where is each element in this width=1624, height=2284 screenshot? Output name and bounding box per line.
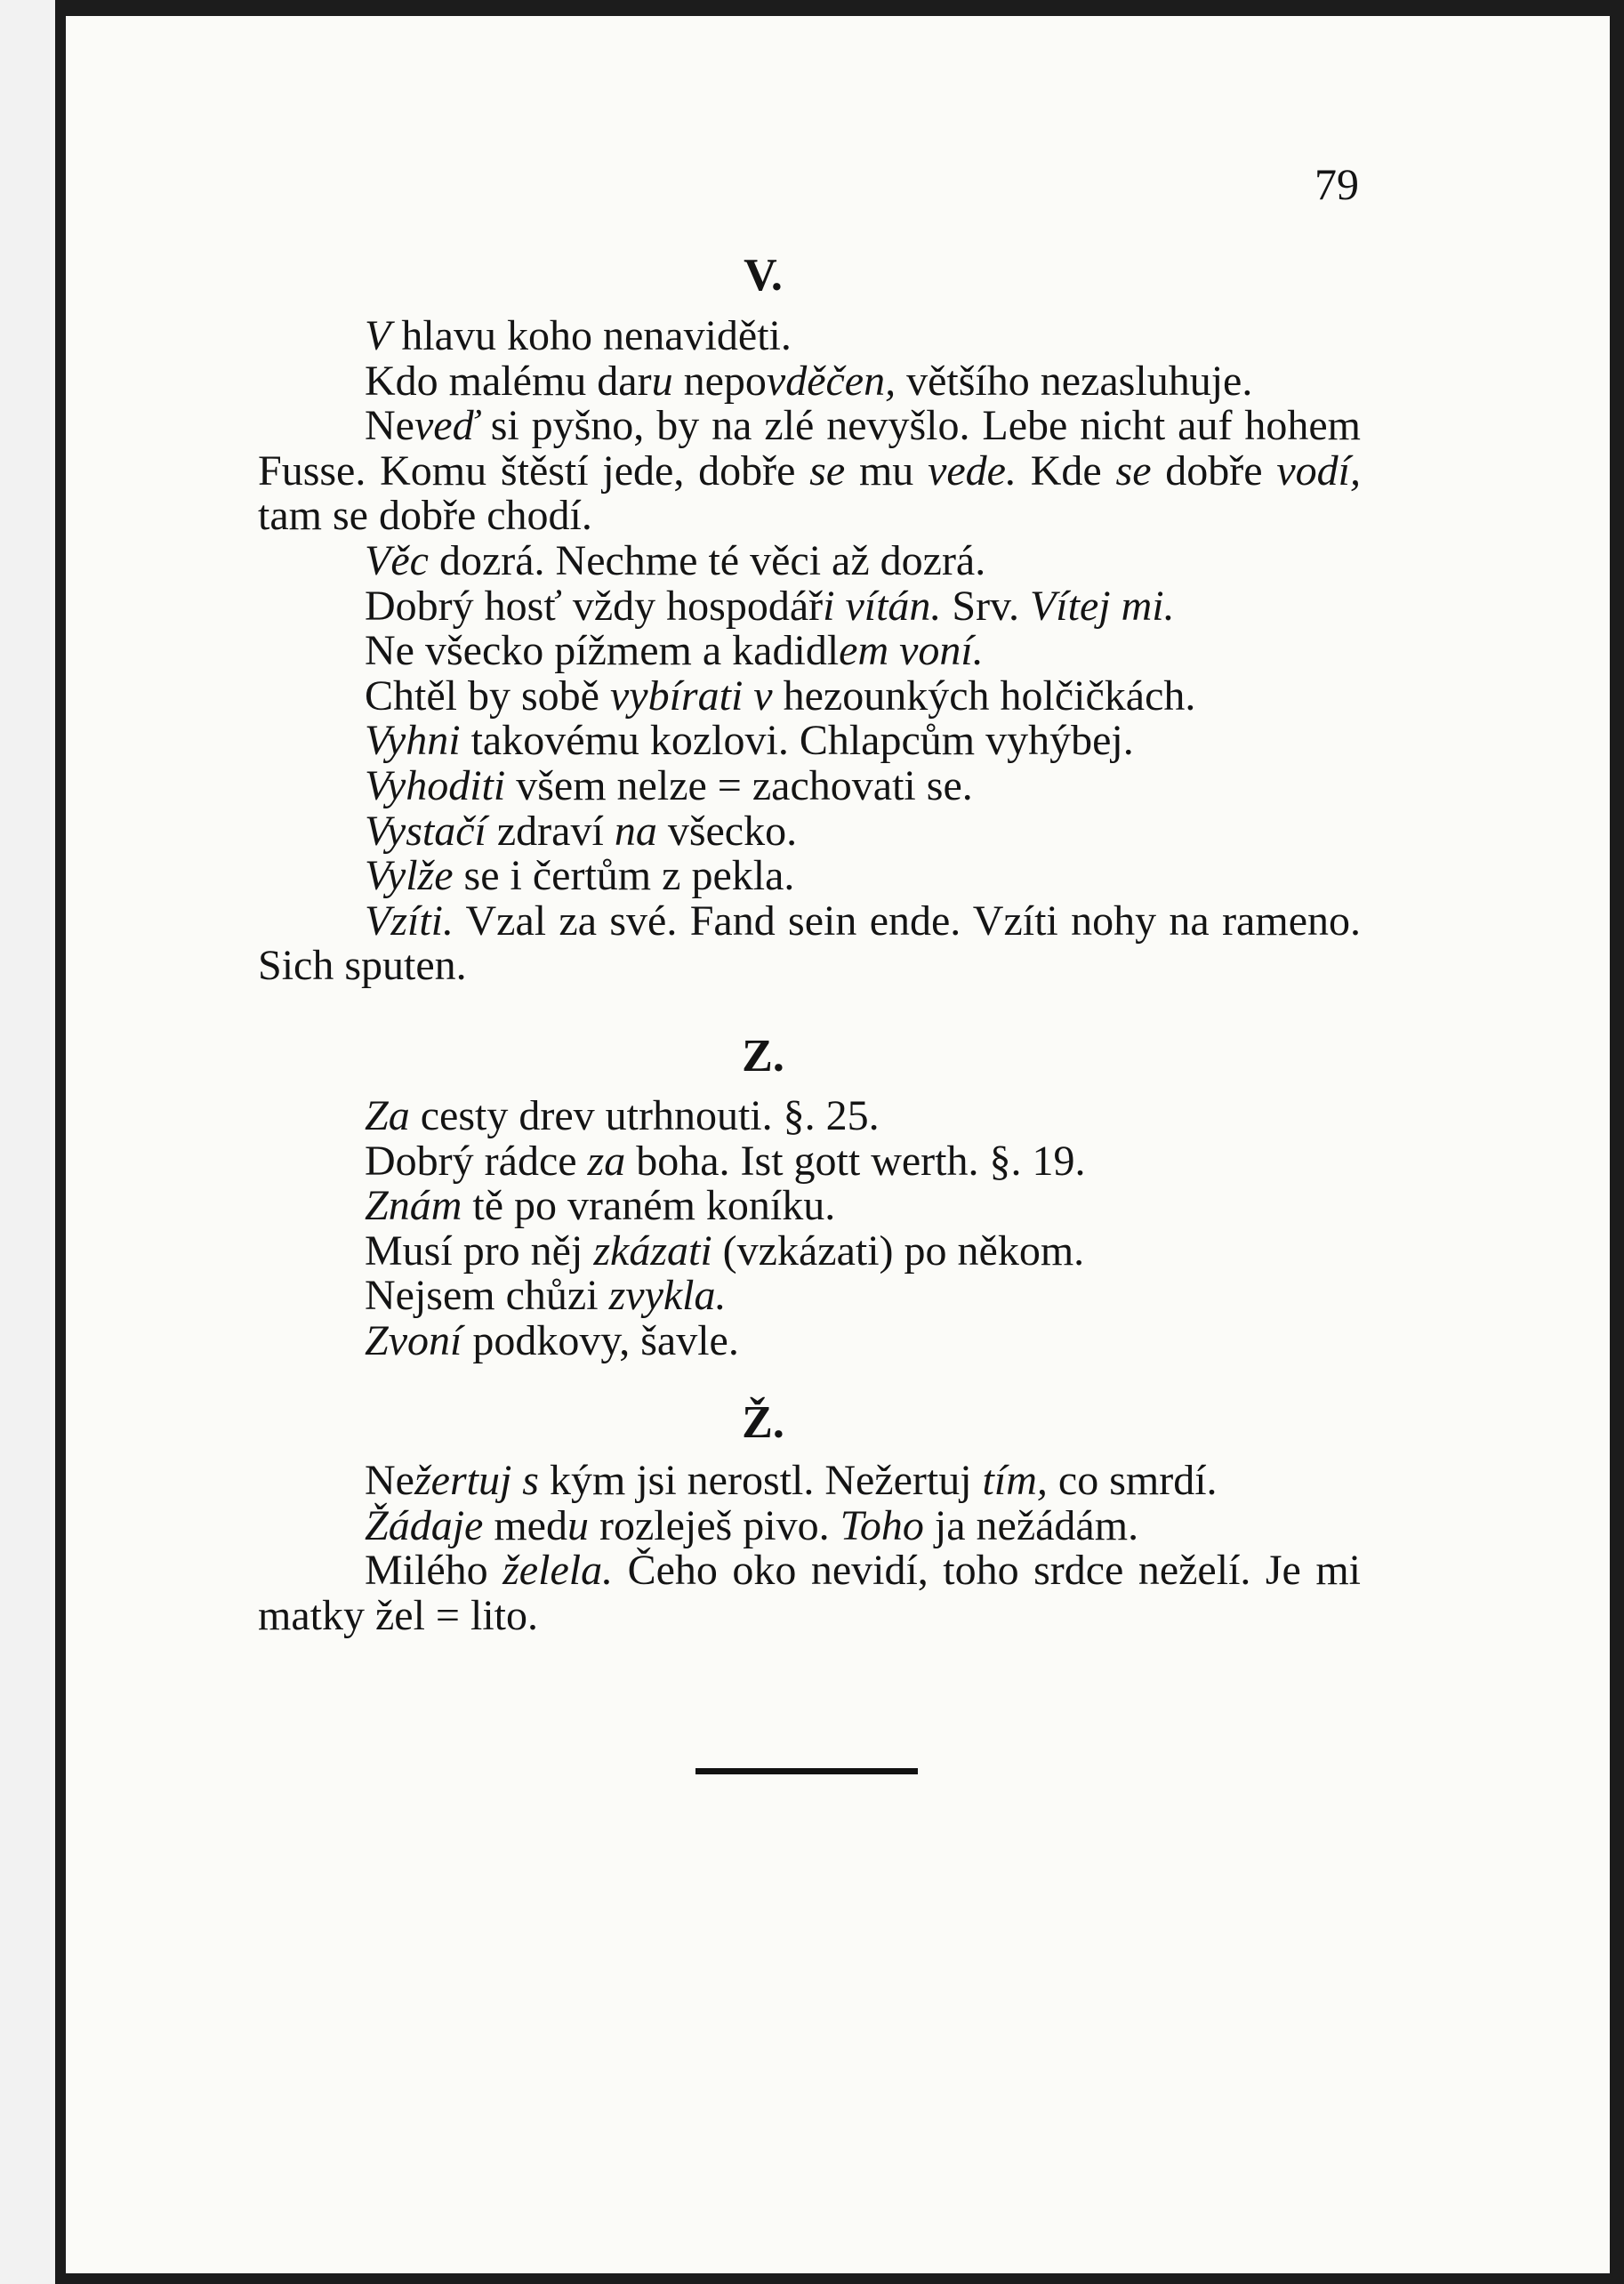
- entry-text-run: Ne: [365, 402, 414, 450]
- entry-text-run: Kde: [1016, 446, 1116, 495]
- entry-text-run: nepo: [672, 357, 767, 405]
- entry-text-run: Dobrý hosť vždy hospodář: [365, 582, 824, 630]
- entry-text-run: takovému kozlovi. Chlapcům vyhýbej.: [460, 717, 1134, 765]
- proverb-entry: [258, 809, 1361, 855]
- scan-top-edge: [55, 0, 1624, 16]
- entry-text-run: tam se dobře chodí.: [258, 492, 592, 540]
- entry-text-run: veď: [414, 402, 478, 450]
- proverb-entry: [258, 854, 1361, 899]
- entry-text-run: dozrá. Nechme té věci až dozrá.: [428, 536, 986, 584]
- proverb-entry: [258, 1226, 1361, 1275]
- entry-text-run: u: [567, 1501, 589, 1549]
- entry-text-run: se: [1115, 446, 1152, 495]
- entry-text-run: hlavu koho nenaviděti.: [390, 312, 792, 359]
- proverb-entry: [258, 629, 1361, 674]
- entry-text-run: podkovy, šavle.: [462, 1316, 739, 1364]
- entry-text-run: Zvoní: [365, 1316, 462, 1364]
- entry-text-run: Dobrý rádce: [365, 1137, 588, 1185]
- proverb-entry: [258, 1274, 1361, 1319]
- entry-text-run: i vítán.: [823, 582, 942, 630]
- scan-bottom-edge: [55, 2273, 1624, 2284]
- entry-text-run: Vyhni: [365, 717, 461, 765]
- proverb-entry: [258, 584, 1361, 630]
- entry-text-run: Vzal za své. Fand sein ende. Vzíti nohy na rameno. Sich sputen.: [258, 897, 1361, 990]
- entry-text-run: Nejsem chůzi: [365, 1272, 609, 1320]
- section-heading-v: V.: [744, 250, 783, 301]
- section-heading-zh: Ž.: [742, 1397, 784, 1448]
- entry-text-run: Žádaje: [365, 1501, 484, 1549]
- entry-text-run: Vzíti.: [365, 897, 454, 945]
- entry-text-run: Čeho oko nevidí, toho srdce neželí. Je mi matky žel = lito.: [258, 1547, 1361, 1639]
- entry-text-run: Vítej mi.: [1029, 582, 1175, 630]
- entry-text-run: Věc: [365, 536, 429, 584]
- entry-text-run: mu: [845, 446, 929, 495]
- entry-text-run: vděčen,: [766, 357, 896, 405]
- entry-text-run: Vystačí: [365, 807, 486, 855]
- entry-text-run: zkázati: [593, 1226, 712, 1275]
- entry-text-run: Musí pro něj: [365, 1226, 594, 1275]
- proverb-entry: [258, 1459, 1361, 1504]
- entry-text-run: cesty drev utrhnouti. §. 25.: [409, 1092, 880, 1139]
- entry-text-run: V: [365, 312, 391, 359]
- entry-text-run: všecko.: [656, 807, 798, 855]
- proverb-entry: [258, 1501, 1361, 1549]
- entry-text-run: zdraví: [486, 807, 615, 855]
- proverb-entry: [258, 314, 1361, 359]
- proverb-entry: [258, 1548, 1361, 1638]
- entry-text-run: Srv.: [941, 582, 1030, 630]
- proverb-entry: [258, 1139, 1361, 1185]
- book-page: [66, 16, 1610, 2273]
- entry-text-run: Vylže: [365, 852, 454, 900]
- entry-text-run: žertuj s: [414, 1457, 539, 1504]
- proverb-entry: [258, 1316, 1361, 1364]
- proverb-entry: [258, 1184, 1361, 1229]
- entry-text-run: ja nežádám.: [923, 1501, 1139, 1549]
- proverb-entry: [258, 719, 1361, 764]
- page-number: 79: [1314, 159, 1359, 209]
- section-v-entries: [258, 314, 1361, 989]
- entry-text-run: si pyšno, by na zlé nevyšlo. Lebe nicht auf hohem Fusse. Komu štěstí jede, dobře: [258, 402, 1361, 495]
- entry-text-run: em voní.: [839, 627, 984, 675]
- entry-text-run: většího nezasluhuje.: [896, 357, 1253, 405]
- entry-text-run: hezounkých holčičkách.: [772, 672, 1196, 720]
- end-rule: [695, 1768, 918, 1774]
- entry-text-run: se i čertům z pekla.: [453, 852, 795, 900]
- entry-text-run: na: [614, 807, 657, 855]
- entry-text-run: za: [587, 1137, 626, 1185]
- entry-text-run: co smrdí.: [1047, 1457, 1218, 1504]
- section-heading-z: Z.: [742, 1031, 784, 1082]
- entry-text-run: (vzkázati) po někom.: [712, 1226, 1085, 1275]
- proverb-entry: [258, 359, 1361, 405]
- entry-text-run: se: [809, 446, 846, 495]
- entry-text-run: vodí,: [1276, 446, 1361, 495]
- entry-text-run: Toho: [840, 1501, 924, 1549]
- entry-text-run: Znám: [365, 1182, 462, 1230]
- proverb-entry: [258, 674, 1361, 720]
- proverb-entry: [258, 536, 1361, 584]
- scan-right-edge: [1610, 0, 1624, 2284]
- section-zh-entries: [258, 1459, 1361, 1638]
- entry-text-run: Kdo malému dar: [365, 357, 652, 405]
- proverb-entry: [258, 404, 1361, 539]
- entry-text-run: tě po vraném koníku.: [462, 1182, 836, 1230]
- entry-text-run: želela.: [502, 1547, 614, 1595]
- entry-text-run: Ne všecko pížmem a kadidl: [365, 627, 840, 675]
- entry-text-run: kým jsi nerostl. Nežertuj: [538, 1457, 983, 1504]
- proverb-entry: [258, 761, 1361, 809]
- proverb-entry: [258, 899, 1361, 989]
- entry-text-run: boha. Ist gott werth. §. 19.: [625, 1137, 1086, 1185]
- entry-text-run: všem nelze = zachovati se.: [505, 761, 973, 809]
- entry-text-run: Milého: [365, 1547, 503, 1595]
- entry-text-run: u: [651, 357, 673, 405]
- entry-text-run: vede.: [928, 446, 1017, 495]
- entry-text-run: rozleješ pivo.: [588, 1501, 840, 1549]
- entry-text-run: dobře: [1151, 446, 1277, 495]
- entry-text-run: zvykla.: [608, 1272, 727, 1320]
- entry-text-run: Chtěl by sobě: [365, 672, 610, 720]
- scan-left-edge: [0, 0, 66, 2284]
- entry-text-run: vybírati v: [609, 672, 773, 720]
- section-z-entries: [258, 1094, 1361, 1364]
- entry-text-run: Za: [365, 1092, 410, 1139]
- entry-text-run: med: [483, 1501, 567, 1549]
- entry-text-run: tím,: [982, 1457, 1048, 1504]
- entry-text-run: Vyhoditi: [365, 761, 506, 809]
- entry-text-run: Ne: [365, 1457, 414, 1504]
- proverb-entry: [258, 1094, 1361, 1139]
